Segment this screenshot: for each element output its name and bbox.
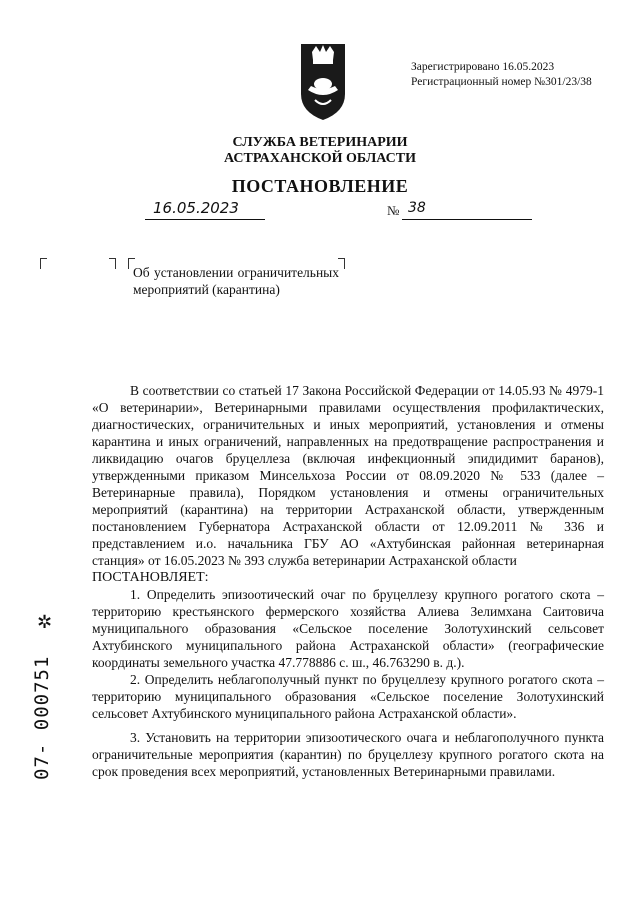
- corner-mark-right: [338, 258, 345, 269]
- clause-1: 1. Определить эпизоотический очаг по бруцеллезу крупного рогатого скота – территорию крестьянского фермерского хозяйства Алиева Зелимхана Саитовича муниципального образования «Сельское поселение Золотухинский сельсовет Ахтубинского муниципального района Астраханской области» (географические координаты земельного участка 47.778886 с. ш., 46.763290 в. д.).: [92, 587, 604, 670]
- corner-mark-left: [40, 258, 47, 269]
- clause-3: 3. Установить на территории эпизоотического очага и неблагополучного пункта ограничительные мероприятия (карантин) по бруцеллезу крупного рогатого скота на срок проведения всех мероприятий, установленных Ветеринарными правилами.: [92, 730, 604, 779]
- decree-word: ПОСТАНОВЛЯЕТ:: [92, 570, 209, 585]
- organization-name: [0, 135, 640, 167]
- document-type: ПОСТАНОВЛЕНИЕ: [231, 176, 409, 196]
- margin-mark-icon: ✲: [37, 612, 53, 633]
- stamp-number: 07- 000751: [31, 655, 53, 780]
- organization-line1: СЛУЖБА ВЕТЕРИНАРИИ: [232, 135, 408, 150]
- registration-number: Регистрационный номер №301/23/38: [411, 76, 592, 88]
- document-date: 16.05.2023: [153, 199, 239, 217]
- preamble-paragraph: В соответствии со статьей 17 Закона Российской Федерации от 14.05.93 № 4979-1 «О ветеринарии», Ветеринарными правилами осуществления профилактических, диагностических, ограничительных и иных мероприятий, установления и отмены карантина и иных ограничений, направленных на предотвращение распространения и ликвидацию очагов бруцеллеза (включая инфекционный эпидидимит баранов), утвержденными приказом Минсельхоза России от 08.09.2020 № 533 (далее – Ветеринарные правила), Порядком установления и отмены ограничительных мероприятий (карантина) на территории Астраханской области, утвержденным постановлением Губернатора Астраханской области от 12.09.2011 № 336 и представлением и.о. начальника ГБУ АО «Ахтубинская районная ветеринарная станция» от 16.05.2023 № 393 служба ветеринарии Астраханской области: [92, 383, 604, 568]
- coat-of-arms-emblem: [298, 42, 348, 122]
- document-number-field: [402, 199, 532, 220]
- number-label: №: [387, 203, 400, 218]
- document-number: 38: [408, 200, 426, 216]
- margin-stamp: [28, 640, 58, 780]
- corner-mark-mid-right: [109, 258, 116, 269]
- clause-2: 2. Определить неблагополучный пункт по бруцеллезу крупного рогатого скота – территорию муниципального образования «Сельское поселение Золотухинский сельсовет Ахтубинского муниципального района Астраханской области».: [92, 672, 604, 721]
- document-subject: Об установлении ограничительных мероприятий (карантина): [133, 265, 339, 297]
- document-date-field: [145, 199, 265, 220]
- document-body: [92, 382, 604, 780]
- registration-date: Зарегистрировано 16.05.2023: [411, 61, 555, 73]
- registration-info: [411, 60, 631, 90]
- organization-line2: АСТРАХАНСКОЙ ОБЛАСТИ: [223, 151, 416, 166]
